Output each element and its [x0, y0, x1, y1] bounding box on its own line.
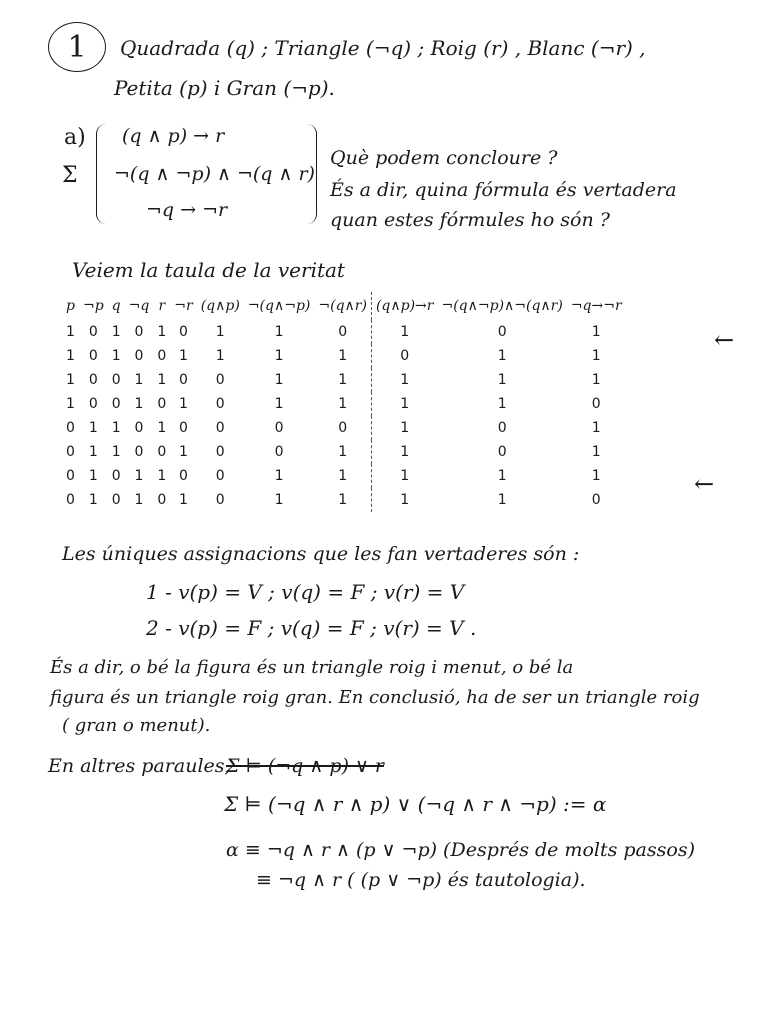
truth-table-cell: 1 [134, 492, 144, 508]
truth-table-cell: 0 [274, 420, 284, 436]
truth-table-row [62, 488, 626, 512]
truth-table-cell: 0 [215, 444, 225, 460]
truth-table-cell: 1 [134, 372, 144, 388]
truth-table-cell: 1 [111, 348, 121, 364]
truth-table-cell: 1 [157, 324, 167, 340]
truth-table-cell: 0 [591, 492, 601, 508]
truth-table-cell: 0 [179, 372, 188, 388]
other-words-prefix: En altres paraules, [48, 755, 231, 777]
truth-table-cell: 1 [497, 396, 507, 412]
truth-table-cell: 0 [497, 420, 507, 436]
truth-table-cell: 0 [66, 492, 75, 508]
truth-table-cell: 0 [179, 324, 188, 340]
table-intro: Veiem la taula de la veritat [72, 258, 345, 282]
truth-table-cell: 0 [215, 468, 225, 484]
truth-table-cell: 1 [274, 468, 284, 484]
truth-table-cell: 1 [179, 444, 188, 460]
truth-table-cell: 0 [88, 396, 98, 412]
premises-label: a) [64, 125, 86, 150]
truth-table-cell: 0 [314, 320, 371, 344]
truth-table-cell: 1 [88, 468, 98, 484]
truth-table-cell: 0 [111, 492, 121, 508]
truth-table-cell: 1 [497, 372, 507, 388]
formula-3: ≡ ¬q ∧ r ( (p ∨ ¬p) és tautologia). [256, 869, 586, 891]
truth-table-cell: 1 [314, 344, 371, 368]
truth-table-header-cell: ¬(q∧¬p) [247, 298, 311, 314]
truth-table-cell: 0 [274, 444, 284, 460]
truth-table-cell: 1 [400, 396, 410, 412]
conclusion-line-3: ( gran o menut). [62, 715, 211, 736]
truth-table-cell: 1 [400, 444, 410, 460]
truth-table-cell: 1 [314, 440, 371, 464]
marked-row-arrow-2: ← [694, 470, 715, 498]
truth-table-header-cell: ¬q→¬r [570, 298, 622, 314]
truth-table-cell: 1 [591, 372, 601, 388]
truth-table-cell: 0 [111, 396, 121, 412]
truth-table-cell: 1 [591, 420, 601, 436]
truth-table-cell: 1 [179, 396, 188, 412]
truth-table-cell: 1 [314, 464, 371, 488]
truth-table-cell: 1 [157, 468, 167, 484]
truth-table-cell: 1 [400, 420, 410, 436]
truth-table-header-cell: ¬(q∧r) [314, 292, 371, 320]
truth-table-row [62, 344, 626, 368]
marked-row-arrow-1: ← [714, 326, 735, 354]
truth-table-cell: 1 [66, 324, 75, 340]
truth-table-header-cell: q [111, 298, 121, 314]
truth-table-header-cell: ¬p [82, 298, 104, 314]
truth-table-cell: 0 [400, 348, 410, 364]
truth-table-cell: 0 [215, 420, 225, 436]
truth-table-header-cell: ¬r [174, 298, 193, 314]
truth-table-cell: 0 [88, 348, 98, 364]
truth-table-cell: 0 [134, 444, 144, 460]
truth-table-cell: 1 [111, 420, 121, 436]
truth-table-cell: 1 [111, 444, 121, 460]
truth-table-cell: 1 [88, 492, 98, 508]
truth-table-cell: 1 [591, 324, 601, 340]
formula-2: α ≡ ¬q ∧ r ∧ (p ∨ ¬p) (Després de molts passos) [226, 839, 695, 861]
truth-table-cell: 1 [497, 492, 507, 508]
assignment-1: 1 - v(p) = V ; v(q) = F ; v(r) = V [146, 580, 465, 604]
truth-table-cell: 0 [66, 468, 75, 484]
truth-table-header-cell: ¬(q∧¬p)∧¬(q∧r) [441, 298, 563, 314]
truth-table-cell: 0 [215, 372, 225, 388]
truth-table-row [62, 464, 626, 488]
truth-table-cell: 1 [157, 420, 167, 436]
truth-table-header-cell: (q∧p)→r [375, 298, 434, 314]
truth-table-row [62, 392, 626, 416]
formula-1: Σ ⊨ (¬q ∧ r ∧ p) ∨ (¬q ∧ r ∧ ¬p) := α [224, 792, 607, 816]
truth-table-cell: 1 [314, 488, 371, 512]
truth-table-cell: 1 [400, 372, 410, 388]
truth-table-cell: 0 [497, 324, 507, 340]
truth-table-cell: 0 [157, 444, 167, 460]
truth-table-cell: 0 [157, 348, 167, 364]
truth-table-cell: 1 [66, 372, 75, 388]
truth-table-cell: 1 [66, 348, 75, 364]
truth-table-cell: 0 [66, 444, 75, 460]
left-brace [96, 124, 111, 224]
truth-table-cell: 0 [215, 492, 225, 508]
truth-table-cell: 1 [179, 492, 188, 508]
truth-table-row [62, 416, 626, 440]
truth-table-cell: 1 [591, 468, 601, 484]
truth-table-cell: 1 [400, 468, 410, 484]
truth-table-header-cell: (q∧p) [200, 298, 240, 314]
assignment-2: 2 - v(p) = F ; v(q) = F ; v(r) = V . [146, 616, 477, 640]
truth-table-cell: 0 [134, 420, 144, 436]
truth-table-cell: 1 [215, 348, 225, 364]
truth-table-cell: 0 [591, 396, 601, 412]
truth-table-cell: 0 [111, 468, 121, 484]
truth-table-cell: 1 [215, 324, 225, 340]
truth-table-cell: 0 [66, 420, 75, 436]
truth-table-cell: 1 [274, 324, 284, 340]
truth-table-cell: 1 [134, 396, 144, 412]
truth-table-cell: 0 [179, 468, 188, 484]
truth-table-header-cell: r [158, 298, 166, 314]
header-line-2: Petita (p) i Gran (¬p). [114, 76, 335, 100]
truth-table-cell: 1 [591, 348, 601, 364]
truth-table-cell: 1 [274, 348, 284, 364]
truth-table-cell: 0 [88, 324, 98, 340]
truth-table-cell: 1 [88, 420, 98, 436]
truth-table-cell: 1 [400, 324, 410, 340]
conclusion-line-2: figura és un triangle roig gran. En conclusió, ha de ser un triangle roig [50, 687, 700, 708]
question-line-2: És a dir, quina fórmula és vertadera [330, 179, 677, 201]
truth-table-cell: 0 [157, 396, 167, 412]
truth-table-header [62, 292, 626, 320]
premise-2: ¬(q ∧ ¬p) ∧ ¬(q ∧ r) [114, 163, 315, 185]
truth-table-cell: 0 [314, 416, 371, 440]
truth-table-cell: 1 [179, 348, 188, 364]
question-line-1: Què podem concloure ? [330, 147, 558, 169]
truth-table-cell: 1 [134, 468, 144, 484]
truth-table [62, 292, 626, 512]
truth-table-cell: 0 [134, 348, 144, 364]
assignments-intro: Les úniques assignacions que les fan vertaderes són : [62, 543, 580, 565]
sigma-symbol: Σ [62, 163, 78, 188]
truth-table-row [62, 320, 626, 344]
premise-3: ¬q → ¬r [146, 199, 228, 221]
truth-table-cell: 0 [111, 372, 121, 388]
truth-table-cell: 1 [111, 324, 121, 340]
truth-table-cell: 1 [157, 372, 167, 388]
truth-table-cell: 1 [314, 392, 371, 416]
premise-1: (q ∧ p) → r [122, 125, 225, 147]
truth-table-row [62, 368, 626, 392]
truth-table-cell: 0 [134, 324, 144, 340]
truth-table-cell: 0 [497, 444, 507, 460]
truth-table-header-cell: ¬q [128, 298, 150, 314]
truth-table-cell: 1 [497, 468, 507, 484]
truth-table-cell: 0 [179, 420, 188, 436]
truth-table-cell: 0 [157, 492, 167, 508]
truth-table-row [62, 440, 626, 464]
struck-formula: Σ ⊨ (¬q ∧ p) ∨ r [226, 755, 384, 777]
truth-table-cell: 1 [497, 348, 507, 364]
header-line-1: Quadrada (q) ; Triangle (¬q) ; Roig (r) , Blanc (¬r) , [120, 36, 646, 60]
truth-table-cell: 1 [66, 396, 75, 412]
right-brace [304, 124, 317, 224]
truth-table-header-cell: p [66, 298, 75, 314]
truth-table-cell: 1 [274, 492, 284, 508]
question-line-3: quan estes fórmules ho són ? [330, 209, 610, 231]
truth-table-cell: 1 [274, 396, 284, 412]
truth-table-cell: 1 [314, 368, 371, 392]
truth-table-cell: 1 [591, 444, 601, 460]
truth-table-cell: 0 [88, 372, 98, 388]
truth-table-cell: 1 [400, 492, 410, 508]
truth-table-cell: 1 [274, 372, 284, 388]
truth-table-cell: 1 [88, 444, 98, 460]
conclusion-line-1: És a dir, o bé la figura és un triangle roig i menut, o bé la [50, 657, 574, 678]
truth-table-cell: 0 [215, 396, 225, 412]
exercise-number: 1 [48, 22, 106, 72]
